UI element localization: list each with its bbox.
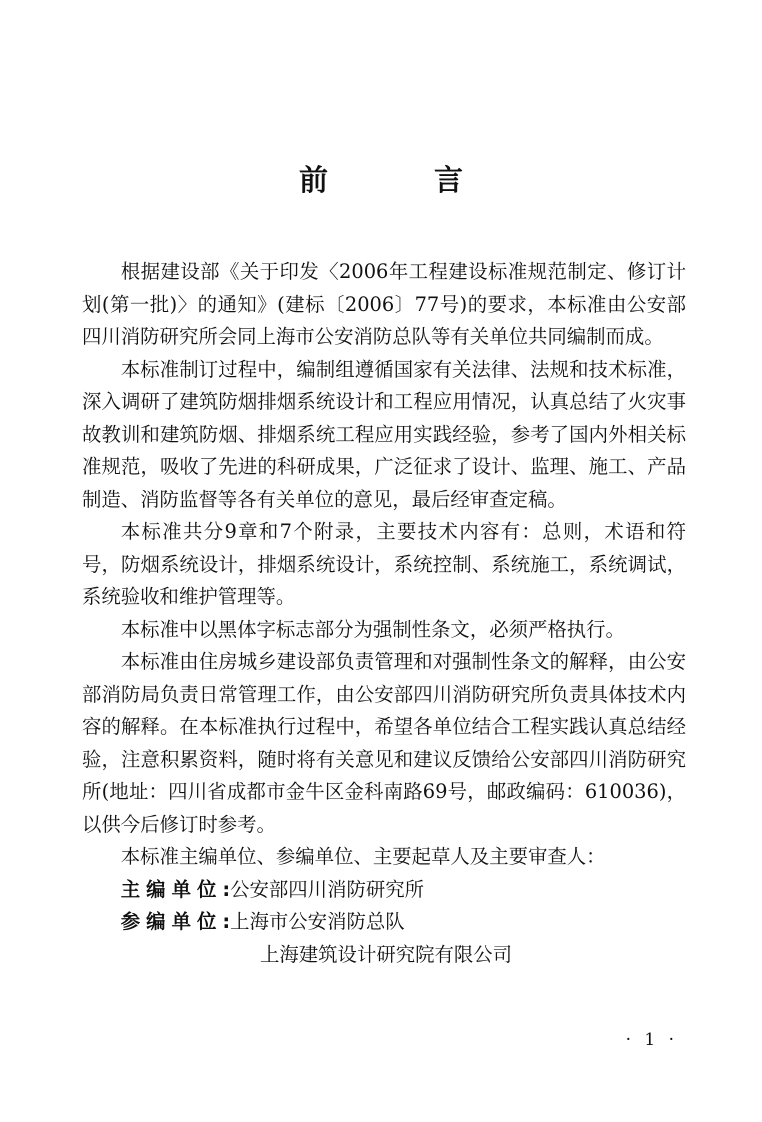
paragraph-contents: 本标准共分9章和7个附录，主要技术内容有：总则，术语和符号，防烟系统设计，排烟系统设计，系统控制、系统施工，系统调试，系统验收和维护管理等。 — [82, 520, 686, 608]
participating-units-line — [82, 906, 686, 939]
participating-unit-2: 上海建筑设计研究院有限公司 — [260, 942, 513, 966]
paragraph-basis: 根据建设部《关于印发〈2006年工程建设标准规范制定、修订计划(第一批)〉的通知》(建标〔2006〕77号)的要求，本标准由公安部四川消防研究所会同上海市公安消防总队等有关单位共同编制而成。 — [82, 260, 686, 348]
preface-body — [82, 256, 686, 971]
page-title: 前 言 — [298, 163, 512, 197]
chief-unit-colon: : — [222, 877, 231, 901]
chief-unit-line — [82, 874, 686, 907]
participating-units-colon: : — [222, 910, 231, 933]
participating-unit-2-line — [82, 939, 686, 972]
paragraph-management: 本标准由住房城乡建设部负责管理和对强制性条文的解释，由公安部消防局负责日常管理工作，由公安部四川消防研究所负责具体技术内容的解释。在本标准执行过程中，希望各单位结合工程实践认真总结经验，注意积累资料，随时将有关意见和建议反馈给公安部四川消防研究所(地址：四川省成都市金牛区金科南路69号，邮政编码：610036)，以供今后修订时参考。 — [82, 650, 686, 836]
participating-units-label: 参编单位 — [120, 910, 223, 933]
paragraph-units-intro: 本标准主编单位、参编单位、主要起草人及主要审查人： — [120, 845, 606, 868]
paragraph-process: 本标准制订过程中，编制组遵循国家有关法律、法规和技术标准，深入调研了建筑防烟排烟系统设计和工程应用情况，认真总结了火灾事故教训和建筑防烟、排烟系统工程应用实践经验，参考了国内外相关标准规范，吸收了先进的科研成果，广泛征求了设计、监理、施工、产品制造、消防监督等各有关单位的意见，最后经审查定稿。 — [82, 357, 686, 511]
paragraph-mandatory: 本标准中以黑体字标志部分为强制性条文，必须严格执行。 — [120, 617, 625, 641]
page-number: · 1 · — [625, 1030, 678, 1050]
chief-unit-value: 公安部四川消防研究所 — [230, 877, 425, 901]
participating-unit-1: 上海市公安消防总队 — [230, 910, 405, 933]
chief-unit-label: 主编单位 — [120, 877, 223, 901]
